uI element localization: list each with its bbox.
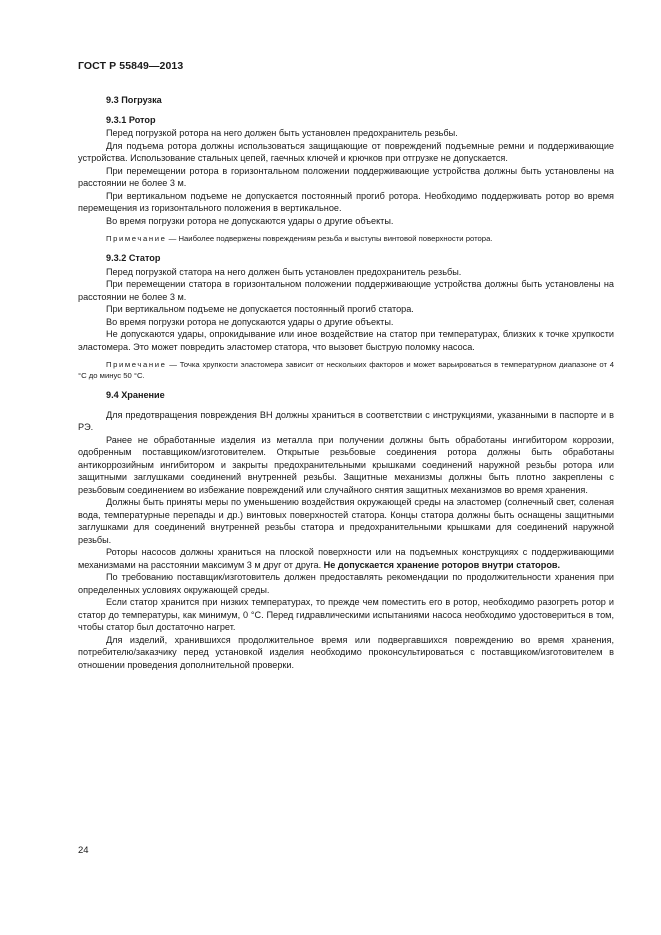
section-heading-9-3: 9.3 Погрузка	[106, 95, 162, 105]
note	[78, 359, 614, 381]
paragraph: При вертикальном подъеме не допускается постоянный прогиб ротора. Необходимо поддерживать ротор во время перемещения из горизонтального положения в вертикальное.	[78, 190, 614, 213]
subsection-heading-9-3-2: 9.3.2 Статор	[106, 253, 161, 263]
document-body	[78, 94, 614, 671]
paragraph: Для подъема ротора должны использоваться защищающие от повреждений подъемные ремни и поддерживающие устройства. Использование стальных цепей, гаечных ключей и крючков при отгрузке не допускается.	[78, 140, 614, 163]
paragraph	[78, 546, 614, 571]
document-header: ГОСТ Р 55849—2013	[78, 60, 184, 72]
paragraph: Для изделий, хранившихся продолжительное время или подвергавшихся повреждению во время хранения, потребителю/заказчику перед установкой изделия необходимо проконсультироваться с поставщиком/изготовителем в отношении проведения дополнительной проверки.	[78, 634, 614, 670]
paragraph: Во время погрузки ротора не допускаются удары о другие объекты.	[106, 215, 394, 226]
paragraph: Ранее не обработанные изделия из металла при получении должны быть обработаны ингибитором коррозии, одобренным поставщиком/изготовителем. Открытые резьбовые соединения ротора должны быть обработаны антикоррозийным ингибитором и закрыты предохранительными крышками соединений наружной резьбы ротора или защитными заглушками соединений внутренней резьбы. Защитные механизмы должны быть плотно закреплены с резьбовым соединением во избежание повреждений или случайного снятия защитных механизмов во время хранения.	[78, 434, 614, 495]
paragraph: Не допускаются удары, опрокидывание или иное воздействие на статор при температурах, близких к точке хрупкости эластомера. Это может повредить эластомер статора, что вызовет быструю поломку насоса.	[78, 329, 614, 352]
paragraph: При вертикальном подъеме не допускается постоянный прогиб статора.	[106, 304, 414, 314]
note-label: Примечание	[106, 360, 167, 369]
paragraph-text: Роторы насосов должны храниться на плоской поверхности или на подъемных конструкциях с поддерживающими механизмами на расстоянии максимум 3 м друг от друга.	[78, 547, 614, 570]
paragraph: Перед погрузкой ротора на него должен быть установлен предохранитель резьбы.	[106, 128, 458, 138]
note-label: Примечание	[106, 234, 167, 243]
paragraph: По требованию поставщик/изготовитель должен предоставлять рекомендации по продолжительности хранения при определенных условиях окружающей среды.	[78, 572, 614, 595]
subsection-heading-9-3-1: 9.3.1 Ротор	[106, 114, 156, 125]
note-text: — Точка хрупкости эластомера зависит от нескольких факторов и может варьироваться в температурном диапазоне от 4 °С до минус 50 °С.	[78, 360, 614, 380]
page-number: 24	[78, 845, 89, 856]
paragraph-bold-text: Не допускается хранение роторов внутри статоров.	[323, 559, 561, 570]
note-text: — Наиболее подвержены повреждениям резьба и выступы винтовой поверхности ротора.	[166, 234, 493, 243]
paragraph: Во время погрузки ротора не допускаются удары о другие объекты.	[106, 316, 394, 327]
paragraph: Для предотвращения повреждения ВН должны храниться в соответствии с инструкциями, указанными в паспорте и в РЭ.	[78, 409, 614, 432]
paragraph: При перемещении статора в горизонтальном положении поддерживающие устройства должны быть установлены на расстоянии не более 3 м.	[78, 279, 614, 302]
note	[78, 233, 614, 244]
paragraph: Перед погрузкой статора на него должен быть установлен предохранитель резьбы.	[106, 266, 462, 277]
paragraph: При перемещении ротора в горизонтальном положении поддерживающие устройства должны быть установлены на расстоянии не более 3 м.	[78, 165, 614, 188]
section-heading-9-4: 9.4 Хранение	[106, 390, 165, 400]
paragraph: Должны быть приняты меры по уменьшению воздействия окружающей среды на эластомер (солнечный свет, соленая вода, температурные перепады и др.) винтовых поверхностей статора. Концы статора должны быть оснащены защитными заглушками для соединений внутренней резьбы статора и предохранительными крышками для соединений наружной резьбы.	[78, 497, 614, 545]
paragraph: Если статор хранится при низких температурах, то прежде чем поместить его в ротор, необходимо разогреть ротор и статор до температуры, как минимум, 0 °С. Перед гидравлическими испытаниями насоса необходимо удостовериться в том, чтобы статор был достаточно нагрет.	[78, 597, 614, 632]
